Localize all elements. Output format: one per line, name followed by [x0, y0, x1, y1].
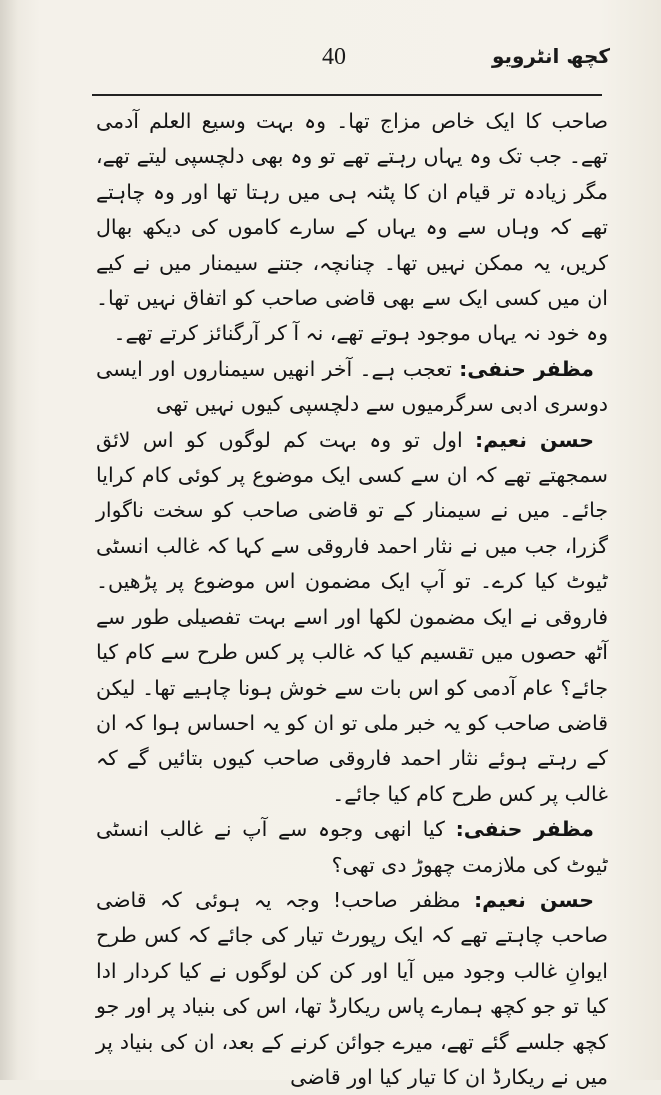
- paragraph: [96, 104, 608, 352]
- paragraph-text: اول تو وہ بہت کم لوگوں کو اس لائق سمجھتے تھے کہ ان سے کسی ایک موضوع پر کوئی کام کرایا جائے۔ میں نے سیمنار کے تو قاضی صاحب کو سخت ناگوار گزرا، جب میں نے نثار احمد فاروقی سے کہا کہ غالب انسٹی ٹیوٹ کیا کرے۔ تو آپ ایک مضمون اس موضوع پر پڑھیں۔ فاروقی نے ایک مضمون لکھا اور اسے بہت تفصیلی طور سے آٹھ حصوں میں تقسیم کیا کہ غالب پر کس طرح سے کام کیا جائے؟ عام آدمی کو اس بات سے خوش ہونا چاہیے تھا۔ لیکن قاضی صاحب کو یہ خبر ملی تو ان کو یہ احساس ہوا کہ ان کے رہتے ہوئے نثار احمد فاروقی صاحب کیوں بتائیں گے کہ غالب پر کس طرح کام کیا جائے۔: [96, 427, 608, 806]
- page-gutter-shadow: [0, 0, 18, 1080]
- paragraph-text: کیا انھی وجوہ سے آپ نے غالب انسٹی ٹیوٹ کی ملازمت چھوڑ دی تھی؟: [96, 817, 608, 877]
- paragraph: [96, 883, 608, 1095]
- body-text: [96, 104, 608, 1095]
- running-title: کچھ انٹرویو: [491, 44, 610, 68]
- header-rule: [92, 94, 602, 96]
- paragraph-text: مظفر صاحب! وجہ یہ ہوئی کہ قاضی صاحب چاہتے تھے کہ ایک رپورٹ تیار کی جائے کہ کس طرح ایوانِ غالب وجود میں آیا اور کن کن لوگوں نے کیا کردار ادا کیا تو جو کچھ ہمارے پاس ریکارڈ تھا، اس کی بنیاد پر اور جو کچھ جلسے گئے تھے، میرے جوائن کرنے کے بعد، ان کی بنیاد پر میں نے ریکارڈ ان کا تیار کیا اور قاضی: [96, 887, 608, 1089]
- paragraph-text: تعجب ہے۔ آخر انھیں سیمناروں اور ایسی دوسری ادبی سرگرمیوں سے دلچسپی کیوں نہیں تھی: [96, 356, 608, 417]
- speaker-label: مظفر حنفی:: [459, 356, 594, 381]
- speaker-label: حسن نعیم:: [475, 427, 594, 452]
- paragraph: [96, 423, 608, 812]
- paragraph: [96, 812, 608, 883]
- page-number: 40: [322, 44, 346, 70]
- paragraph: [96, 352, 608, 423]
- speaker-label: حسن نعیم:: [473, 887, 594, 912]
- paragraph-text: صاحب کا ایک خاص مزاج تھا۔ وہ بہت وسیع العلم آدمی تھے۔ جب تک وہ یہاں رہتے تھے تو وہ بھی دلچسپی لیتے تھے، مگر زیادہ تر قیام ان کا پٹنہ ہی میں رہتا تھا اور وہ چاہتے تھے کہ وہاں سے وہ یہاں کے سارے کاموں کی دیکھ بھال کریں، یہ ممکن نہیں تھا۔ چنانچہ، جتنے سیمنار میں نے کیے ان میں کسی ایک سے بھی قاضی صاحب کو اتفاق نہیں تھا۔ وہ خود نہ یہاں موجود ہوتے تھے، نہ آ کر آرگنائز کرتے تھے۔: [96, 109, 608, 346]
- page-header: [90, 38, 610, 86]
- speaker-label: مظفر حنفی:: [455, 817, 594, 842]
